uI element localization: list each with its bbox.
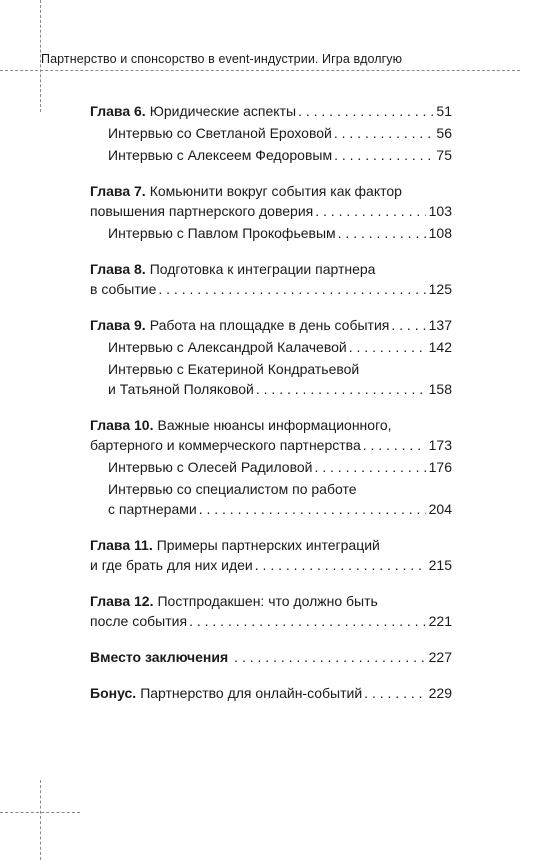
toc-interview-entry[interactable] [90,359,452,399]
toc-interview-entry[interactable] [90,123,452,143]
crop-mark-bottom-vertical [40,780,41,860]
toc-spacer [90,243,452,259]
page-number: 108 [428,225,452,241]
page-number: 204 [428,501,452,517]
toc-line [90,555,452,575]
page-number: 227 [428,649,452,665]
toc-line [90,259,452,279]
toc-line [90,435,452,455]
page-number: 75 [436,147,452,163]
toc-chapter-entry[interactable] [90,315,452,335]
toc-chapter-entry[interactable] [90,101,452,121]
toc-chapter-label: Глава 9. [90,317,146,333]
toc-spacer [90,575,452,591]
toc-spacer [90,165,452,181]
toc-line [90,101,452,121]
toc-line [90,123,452,143]
toc-chapter-label: Бонус. [90,685,137,701]
page-number: 137 [428,317,452,333]
toc-line [90,457,452,477]
toc-chapter-label: Глава 6. [90,103,146,119]
toc-spacer [90,631,452,647]
dot-leader [255,555,426,575]
toc-chapter-entry[interactable] [90,683,452,703]
page-number: 176 [428,459,452,475]
toc-chapter-label: Глава 7. [90,183,146,199]
toc-line [90,647,452,667]
toc-chapter-entry[interactable] [90,647,452,667]
toc-title-text: Подготовка к интеграции партнера [149,261,376,277]
toc-chapter-label: Вместо заключения [90,649,229,665]
toc-chapter-label: Глава 10. [90,417,154,433]
toc-title-text: Интервью с Алексеем Федоровым [108,147,333,163]
toc-title-text: Интервью с Александрой Калачевой [108,339,347,355]
dot-leader [349,337,426,357]
toc-line [90,359,452,379]
toc-title-text: Интервью с Павлом Прокофьевым [108,225,336,241]
toc-interview-entry[interactable] [90,145,452,165]
toc-title-text: после события [90,613,188,629]
toc-title-text: Комьюнити вокруг события как фактор [149,183,402,199]
page-number: 103 [428,203,452,219]
toc-line [90,535,452,555]
toc-line [90,499,452,519]
toc-title-text: Интервью со Светланой Ероховой [108,125,332,141]
toc-chapter-label: Глава 11. [90,537,153,553]
toc-line [90,181,452,201]
toc-line [90,223,452,243]
toc-title-text: повышения партнерского доверия [90,203,314,219]
toc-title-text: Важные нюансы информационного, [157,417,392,433]
toc-line [90,611,452,631]
running-title: Партнерство и спонсорство в event-индустрии. Игра вдолгую [41,52,403,66]
toc-chapter-entry[interactable] [90,259,452,299]
toc-title-text: Интервью с Екатериной Кондратьевой [108,361,360,377]
toc-title-text: Примеры партнерских интеграций [156,537,380,553]
crop-mark-bottom-horizontal [0,812,80,813]
toc-chapter-entry[interactable] [90,181,452,221]
toc-title-text: Постпродакшен: что должно быть [157,593,378,609]
dot-leader [391,315,425,335]
page-number: 51 [436,103,452,119]
toc-spacer [90,667,452,683]
dot-leader [256,379,426,399]
toc-chapter-label: Глава 8. [90,261,146,277]
toc-line [90,379,452,399]
toc-title-text: Интервью со специалистом по работе [108,481,357,497]
toc-interview-entry[interactable] [90,223,452,243]
toc-chapter-entry[interactable] [90,535,452,575]
page-number: 125 [428,281,452,297]
toc-line [90,201,452,221]
header-rule [0,70,520,71]
toc-title-text: Юридические аспекты [149,103,297,119]
dot-leader [199,499,426,519]
dot-leader [334,123,434,143]
toc-interview-entry[interactable] [90,479,452,519]
dot-leader [338,223,426,243]
dot-leader [234,647,425,667]
dot-leader [189,611,426,631]
dot-leader [363,435,426,455]
dot-leader [298,101,433,121]
page-number: 173 [428,437,452,453]
toc-chapter-label: Глава 12. [90,593,154,609]
dot-leader [315,201,425,221]
toc-title-text: Партнерство для онлайн-событий [140,685,363,701]
toc-line [90,479,452,499]
page-number: 56 [436,125,452,141]
toc-title-text: бартерного и коммерческого партнерства [90,437,361,453]
toc-title-text: Работа на площадке в день события [149,317,390,333]
toc-title-text: Интервью с Олесей Радиловой [108,459,313,475]
toc-title-text: и Татьяной Поляковой [108,381,254,397]
toc-spacer [90,519,452,535]
page-number: 229 [428,685,452,701]
page-number: 215 [428,557,452,573]
toc-line [90,591,452,611]
page-number: 142 [428,339,452,355]
toc-spacer [90,399,452,415]
toc-title-text: с партнерами [108,501,197,517]
page-number: 158 [428,381,452,397]
dot-leader [158,279,425,299]
table-of-contents [90,101,452,703]
toc-interview-entry[interactable] [90,457,452,477]
toc-line [90,315,452,335]
dot-leader [334,145,433,165]
dot-leader [364,683,425,703]
toc-spacer [90,299,452,315]
toc-line [90,145,452,165]
page-number: 221 [428,613,452,629]
dot-leader [314,457,425,477]
toc-title-text: в событие [90,281,157,297]
toc-line [90,337,452,357]
toc-chapter-entry[interactable] [90,591,452,631]
toc-line [90,279,452,299]
toc-line [90,415,452,435]
toc-title-text: и где брать для них идеи [90,557,253,573]
toc-line [90,683,452,703]
toc-interview-entry[interactable] [90,337,452,357]
toc-chapter-entry[interactable] [90,415,452,455]
